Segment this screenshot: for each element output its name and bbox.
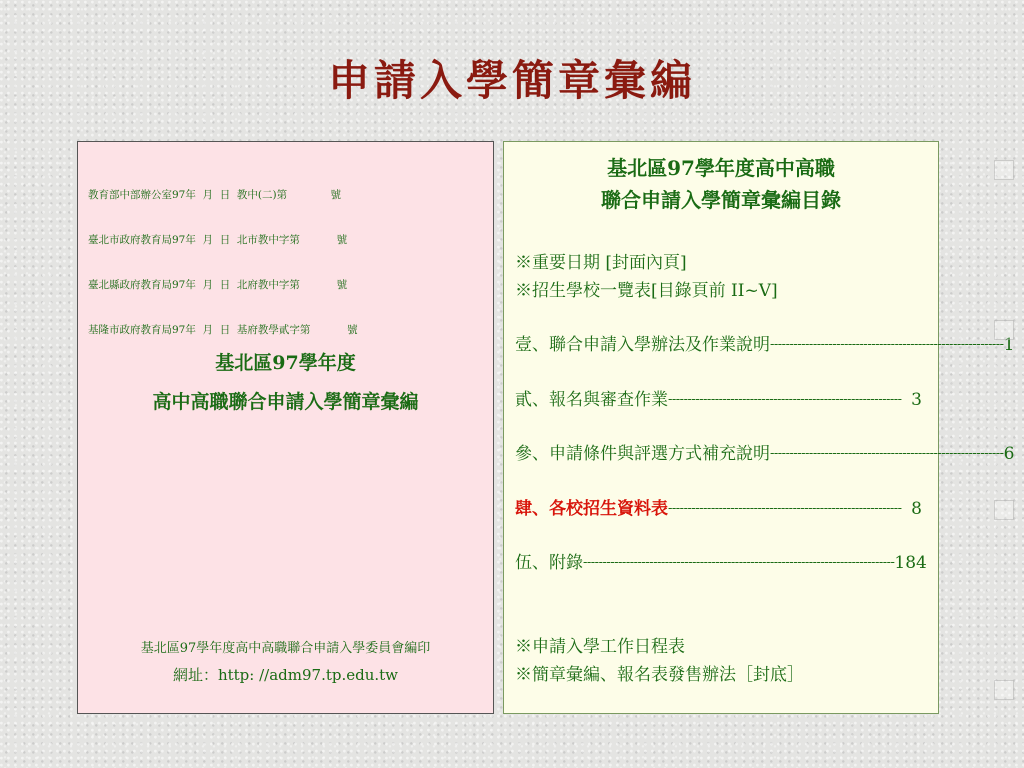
page-title: 申請入學簡章彙編 — [327, 56, 696, 105]
toc-leader: ------------------------------------------------------------ — [668, 392, 902, 407]
background-ornament — [994, 500, 1014, 520]
toc-front-item-label: ※招生學校一覽表[目錄頁前 II~V] — [515, 281, 778, 301]
toc-entry-highlighted — [515, 497, 922, 521]
toc-entry-page: 184 — [894, 553, 927, 573]
toc-entry-page: 8 — [911, 499, 922, 519]
toc-entry-label: 壹、聯合申請入學辦法及作業說明 — [515, 335, 770, 355]
toc-leader: ------------------------------------------------------------ — [770, 446, 1004, 461]
toc-entry-label: 伍、附錄 — [515, 553, 583, 573]
approval-memo — [88, 158, 358, 368]
cover-title-line2: 高中高職聯合申請入學簡章彙編 — [152, 391, 419, 413]
background-ornament — [994, 680, 1014, 700]
toc-back-item — [515, 635, 922, 659]
toc-entry-page: 3 — [911, 390, 922, 410]
toc-title-line2: 聯合申請入學簡章彙編目錄 — [601, 188, 841, 212]
toc-leader: ------------------------------------------------------------ — [770, 337, 1004, 352]
toc-entry-label: 貳、報名與審查作業 — [515, 390, 668, 410]
toc-back-item-label: ※申請入學工作日程表 — [515, 637, 685, 657]
toc-title — [504, 152, 938, 216]
memo-line: 基隆市政府教育局97年 月 日 基府教學貳字第 號 — [88, 324, 358, 336]
publisher-text: 基北區97學年度高中高職聯合申請入學委員會編印 — [140, 641, 431, 656]
toc-entry-label: 肆、各校招生資料表 — [515, 499, 668, 519]
website-url: 網址：http: //adm97.tp.edu.tw — [172, 666, 399, 684]
toc-leader: ------------------------------------------------------------ — [668, 501, 902, 516]
toc-entry-label: 參、申請條件與評選方式補充說明 — [515, 444, 770, 464]
cover-panel — [77, 141, 494, 714]
publisher-block — [78, 636, 493, 688]
memo-line: 臺北縣政府教育局97年 月 日 北府教中字第 號 — [88, 279, 348, 291]
toc-back-item — [515, 663, 922, 687]
toc-entry — [515, 333, 1015, 357]
toc-front-item-label: ※重要日期 [封面內頁] — [515, 253, 687, 273]
toc-entry — [515, 551, 927, 575]
toc-front-item — [515, 251, 922, 275]
toc-entry-page: 6 — [1003, 444, 1015, 464]
toc-front-item — [515, 279, 922, 303]
toc-title-line1: 基北區97學年度高中高職 — [607, 156, 835, 180]
toc-panel — [503, 141, 1015, 714]
toc-entry-page: 1 — [1003, 335, 1015, 355]
memo-line: 臺北市政府教育局97年 月 日 北市教中字第 號 — [88, 234, 348, 246]
toc-entry — [515, 442, 1015, 466]
cover-title-line1: 基北區97學年度 — [215, 352, 356, 374]
cover-title — [78, 344, 493, 422]
background-ornament — [994, 160, 1014, 180]
memo-line: 教育部中部辦公室97年 月 日 教中(二)第 號 — [88, 189, 341, 201]
toc-back-item-label: ※簡章彙編、報名表發售辦法［封底］ — [515, 665, 804, 685]
background-ornament — [994, 320, 1014, 340]
toc-leader: -------------------------------------------------------------------------------- — [583, 555, 895, 570]
toc-entry — [515, 388, 922, 412]
